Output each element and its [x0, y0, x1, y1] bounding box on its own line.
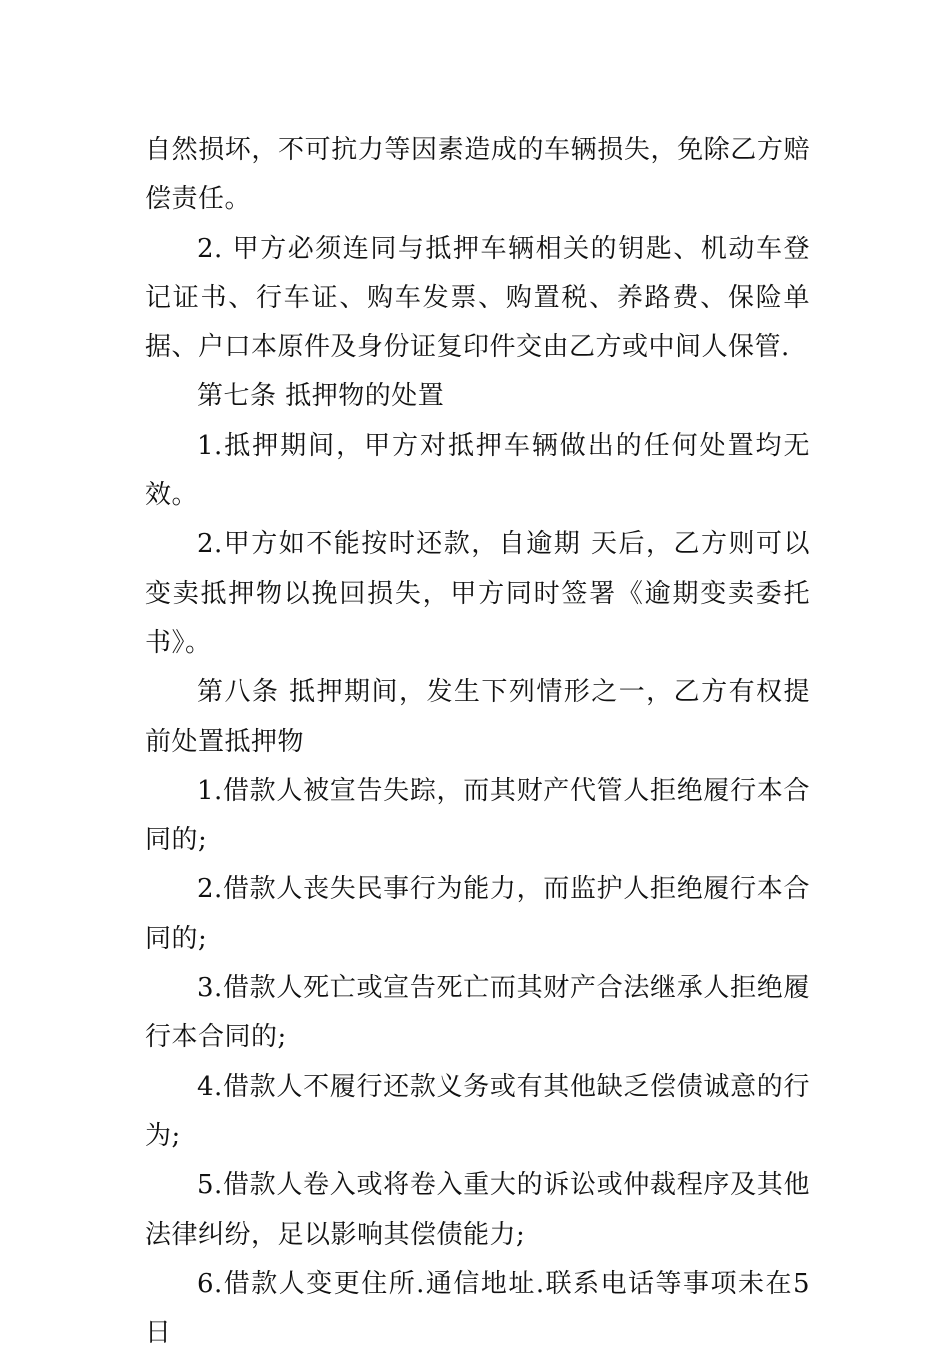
paragraph-article-8-item-4: 4.借款人不履行还款义务或有其他缺乏偿债诚意的行为;: [145, 1071, 810, 1151]
paragraph-article-8-item-2: 2.借款人丧失民事行为能力，而监护人拒绝履行本合同的;: [145, 874, 810, 954]
paragraph-article-8-item-5: 5.借款人卷入或将卷入重大的诉讼或仲裁程序及其他法律纠纷，足以影响其偿债能力;: [145, 1170, 810, 1250]
paragraph-continuation: 自然损坏，不可抗力等因素造成的车辆损失，免除乙方赔偿责任。: [145, 135, 810, 215]
paragraph-article-7-item-1: 1.抵押期间，甲方对抵押车辆做出的任何处置均无效。: [145, 430, 810, 511]
paragraph-article-8-item-6: 6.借款人变更住所.通信地址.联系电话等事项未在5日: [145, 1268, 810, 1349]
section-heading-article-8: 第八条 抵押期间，发生下列情形之一，乙方有权提前处置抵押物: [145, 677, 810, 757]
section-heading-article-7: 第七条 抵押物的处置: [197, 381, 445, 412]
paragraph-article-7-item-2: 2.甲方如不能按时还款，自逾期 天后，乙方则可以变卖抵押物以挽回损失，甲方同时签署《逾期变卖委托书》。: [145, 529, 810, 658]
paragraph-clause-6-item-2: 2. 甲方必须连同与抵押车辆相关的钥匙、机动车登记证书、行车证、购车发票、购置税、养路费、保险单据、户口本原件及身份证复印件交由乙方或中间人保管.: [145, 233, 810, 363]
paragraph-article-8-item-1: 1.借款人被宣告失踪，而其财产代管人拒绝履行本合同的;: [145, 775, 810, 856]
document-body: [145, 126, 810, 1358]
paragraph-article-8-item-3: 3.借款人死亡或宣告死亡而其财产合法继承人拒绝履行本合同的;: [145, 973, 810, 1053]
